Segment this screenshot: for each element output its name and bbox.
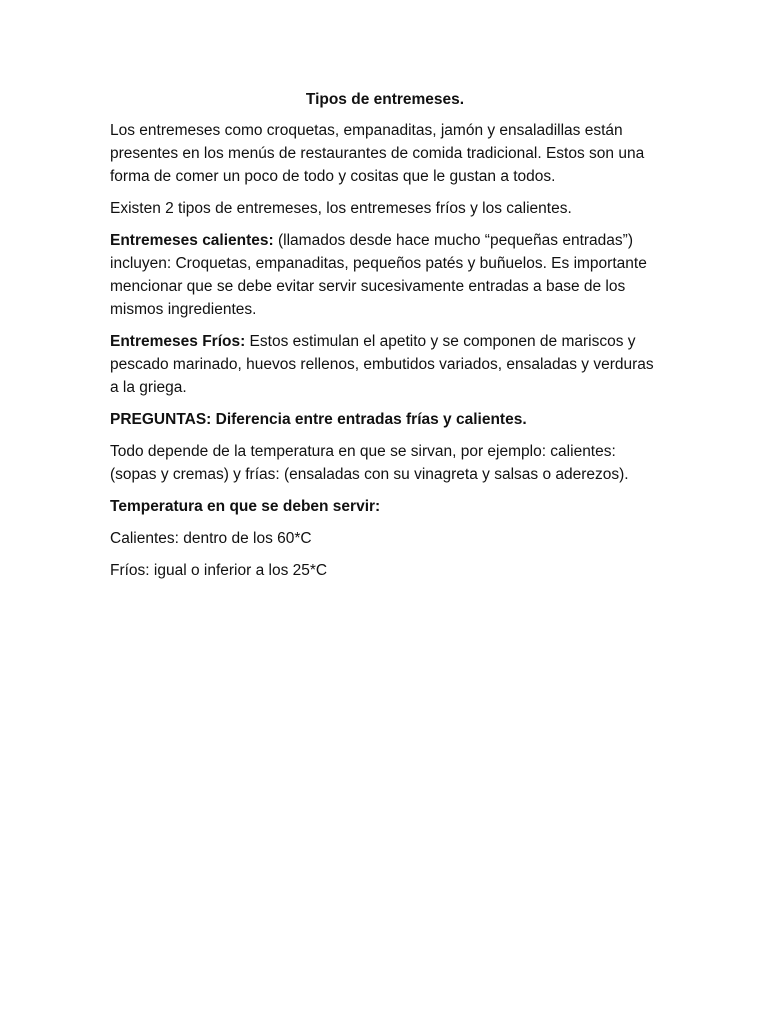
document-page [110,88,660,591]
question-heading: PREGUNTAS: Diferencia entre entradas frías y calientes. [110,411,527,428]
types-paragraph: Existen 2 tipos de entremeses, los entremeses fríos y los calientes. [110,200,572,217]
intro-paragraph: Los entremeses como croquetas, empanaditas, jamón y ensaladillas están presentes en los menús de restaurantes de comida tradicional. Estos son una forma de comer un poco de todo y cositas que le gustan a todos. [110,122,645,185]
cold-temperature-line: Fríos: igual o inferior a los 25*C [110,562,328,579]
temperature-heading: Temperatura en que se deben servir: [110,498,381,515]
cold-starters-text: Estos estimulan el apetito y se componen de mariscos y pescado marinado, huevos rellenos, embutidos variados, ensaladas y verduras a la griega. [110,333,654,396]
answer-paragraph: Todo depende de la temperatura en que se sirvan, por ejemplo: calientes: (sopas y cremas) y frías: (ensaladas con su vinagreta y salsas o aderezos). [110,443,629,483]
cold-starters-paragraph [110,330,660,399]
hot-starters-paragraph [110,229,660,321]
hot-starters-text: (llamados desde hace mucho “pequeñas entradas”) incluyen: Croquetas, empanaditas, pequeños patés y buñuelos. Es importante mencionar que se debe evitar servir sucesivamente entradas a base de los mismos ingredientes. [110,232,647,318]
document-title: Tipos de entremeses. [305,91,465,108]
hot-starters-heading: Entremeses calientes: [110,232,274,249]
hot-temperature-line: Calientes: dentro de los 60*C [110,530,312,547]
cold-starters-heading: Entremeses Fríos: [110,333,246,350]
